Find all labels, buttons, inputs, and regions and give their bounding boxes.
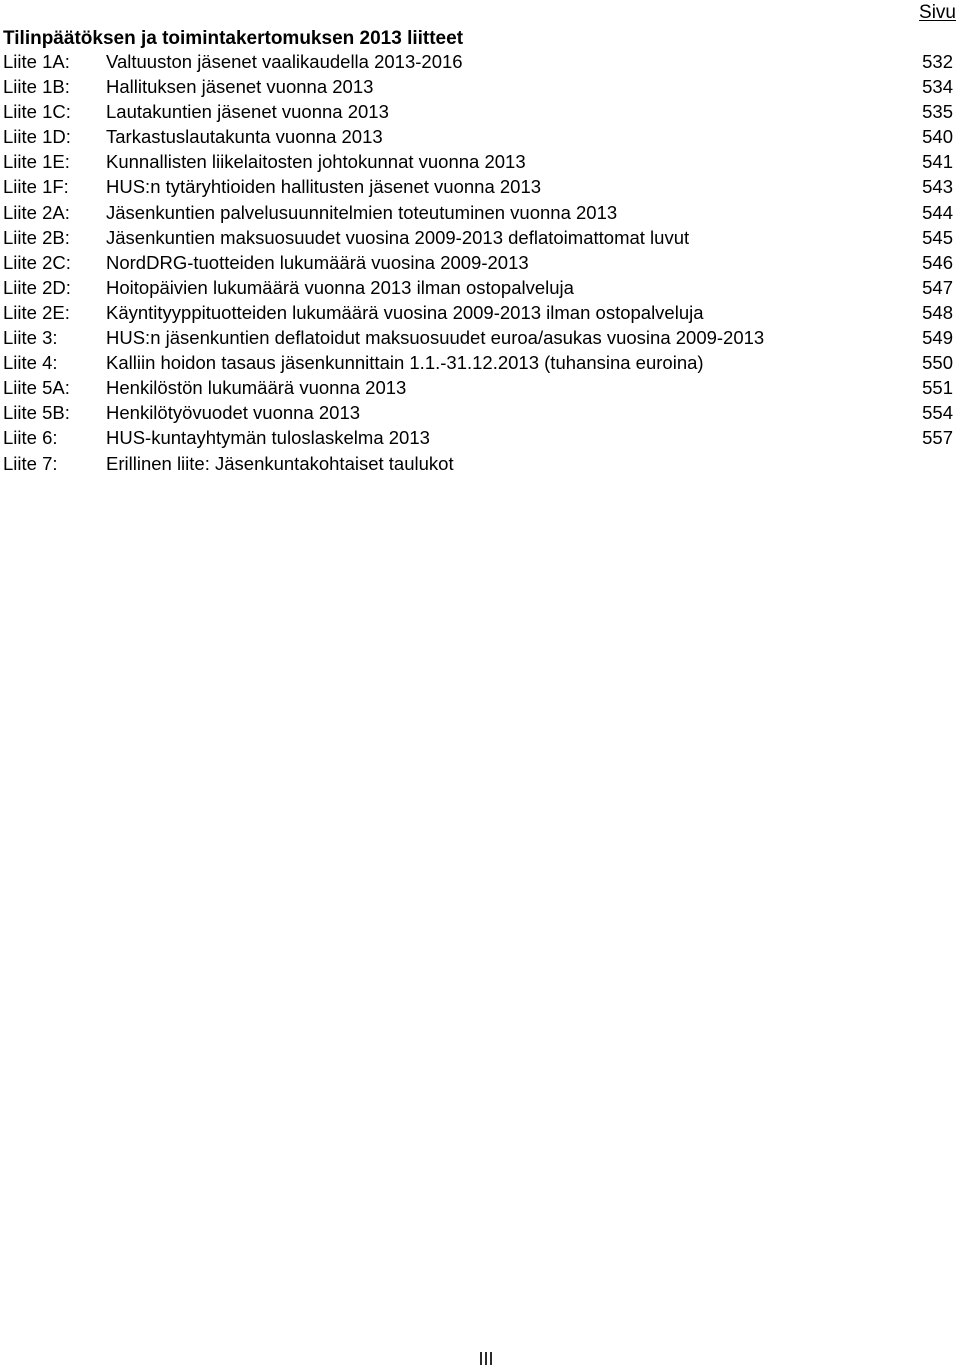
- toc-label: Liite 5A:: [3, 377, 70, 399]
- toc-row: [3, 425, 953, 450]
- toc-description: Valtuuston jäsenet vaalikaudella 2013-2016: [106, 51, 463, 72]
- toc-description: HUS-kuntayhtymän tuloslaskelma 2013: [106, 427, 430, 449]
- toc-description: Kunnallisten liikelaitosten johtokunnat vuonna 2013: [106, 151, 526, 173]
- toc-row: [3, 400, 953, 425]
- toc-row: [3, 49, 953, 74]
- toc-description: Tarkastuslautakunta vuonna 2013: [106, 126, 383, 148]
- toc-description: Henkilötyövuodet vuonna 2013: [106, 402, 361, 424]
- toc-label: Liite 7:: [3, 452, 58, 474]
- toc-label: Liite 5B:: [3, 402, 70, 424]
- toc-page-number: 550: [922, 352, 953, 374]
- toc-row: [3, 375, 953, 400]
- toc-description: Käyntityyppituotteiden lukumäärä vuosina 2009-2013 ilman ostopalveluja: [106, 301, 704, 323]
- toc-description: HUS:n tytäryhtioiden hallitusten jäsenet vuonna 2013: [106, 176, 542, 198]
- toc-description: Lautakuntien jäsenet vuonna 2013: [106, 101, 389, 123]
- toc-description: NordDRG-tuotteiden lukumäärä vuosina 2009-2013: [106, 251, 529, 273]
- toc-description: Jäsenkuntien palvelusuunnitelmien toteutuminen vuonna 2013: [106, 201, 618, 223]
- toc-page-number: 544: [922, 201, 953, 223]
- toc-description: Henkilöstön lukumäärä vuonna 2013: [106, 377, 407, 399]
- toc-row: [3, 225, 953, 250]
- toc-page-number: 532: [922, 51, 953, 72]
- toc-page-number: 551: [922, 377, 953, 399]
- toc-label: Liite 1F:: [3, 176, 69, 198]
- toc-page-number: 545: [922, 226, 953, 248]
- toc-page-number: 549: [922, 327, 953, 349]
- toc-description: Hallituksen jäsenet vuonna 2013: [106, 76, 374, 98]
- toc-row: [3, 200, 953, 225]
- toc-page-number: 534: [922, 76, 953, 98]
- toc-page-number: 548: [922, 301, 953, 323]
- toc-row: [3, 300, 953, 325]
- toc-page-number: 557: [922, 427, 953, 449]
- toc-label: Liite 2E:: [3, 301, 70, 323]
- toc-label: Liite 1A:: [3, 51, 70, 72]
- toc-description: Hoitopäivien lukumäärä vuonna 2013 ilman ostopalveluja: [106, 276, 574, 298]
- toc-label: Liite 4:: [3, 352, 58, 374]
- toc-label: Liite 1D:: [3, 126, 71, 148]
- toc-label: Liite 6:: [3, 427, 58, 449]
- toc-label: Liite 1B:: [3, 76, 70, 98]
- toc-label: Liite 2D:: [3, 276, 71, 298]
- toc-label: Liite 1C:: [3, 101, 71, 123]
- toc-page-number: 541: [922, 151, 953, 173]
- toc-page-number: 543: [922, 176, 953, 198]
- toc-description: HUS:n jäsenkuntien deflatoidut maksuosuudet euroa/asukas vuosina 2009-2013: [106, 327, 765, 349]
- toc-page-number: 546: [922, 251, 953, 273]
- toc-description: Erillinen liite: Jäsenkuntakohtaiset taulukot: [106, 452, 454, 474]
- toc-label: Liite 2A:: [3, 201, 70, 223]
- toc-row: [3, 174, 953, 199]
- page-column-header: Sivu: [919, 2, 956, 23]
- toc-row: [3, 350, 953, 375]
- toc-row: [3, 275, 953, 300]
- toc-page-number: 535: [922, 101, 953, 123]
- toc-row: [3, 149, 953, 174]
- toc-row: [3, 99, 953, 124]
- toc-label: Liite 2B:: [3, 226, 70, 248]
- toc-row: [3, 451, 953, 476]
- toc-row: [3, 124, 953, 149]
- toc-page-number: 540: [922, 126, 953, 148]
- toc-row: [3, 325, 953, 350]
- toc-page-number: 547: [922, 276, 953, 298]
- toc-row: [3, 250, 953, 275]
- toc-label: Liite 1E:: [3, 151, 70, 173]
- toc-page-number: 554: [922, 402, 953, 424]
- toc-description: Kalliin hoidon tasaus jäsenkunnittain 1.1.-31.12.2013 (tuhansina euroina): [106, 352, 704, 374]
- toc-label: Liite 2C:: [3, 251, 71, 273]
- toc-label: Liite 3:: [3, 327, 58, 349]
- toc-title: Tilinpäätöksen ja toimintakertomuksen 2013 liitteet: [3, 28, 464, 49]
- footer-page-number: III: [478, 1349, 494, 1369]
- toc-description: Jäsenkuntien maksuosuudet vuosina 2009-2013 deflatoimattomat luvut: [106, 226, 690, 248]
- toc-row: [3, 74, 953, 99]
- toc-list: [3, 49, 953, 476]
